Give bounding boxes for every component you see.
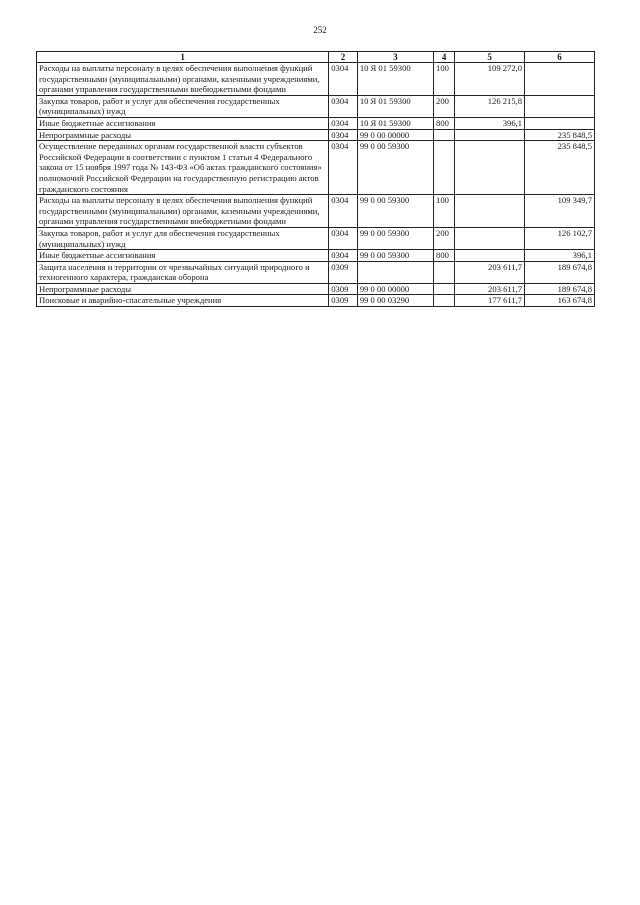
row-target-cell: 99 0 00 00000 [357,129,433,141]
row-sum2-cell: 189 674,8 [525,261,595,283]
table-row [37,227,595,249]
row-section-cell: 0304 [329,117,358,129]
row-name-cell: Непрограммные расходы [37,283,329,295]
row-sum1-cell: 109 272,0 [455,63,525,96]
row-type-cell [434,141,455,195]
row-sum2-cell: 235 848,5 [525,141,595,195]
row-sum2-cell: 126 102,7 [525,227,595,249]
row-sum2-cell: 109 349,7 [525,195,595,228]
table-row [37,295,595,307]
row-target-cell: 10 Я 01 59300 [357,117,433,129]
row-section-cell: 0304 [329,227,358,249]
row-type-cell: 800 [434,250,455,262]
row-sum1-cell: 203 611,7 [455,261,525,283]
table-row [37,283,595,295]
table-row [37,141,595,195]
row-target-cell: 99 0 00 59300 [357,141,433,195]
row-target-cell: 99 0 00 59300 [357,195,433,228]
row-sum2-cell: 163 674,8 [525,295,595,307]
row-type-cell: 100 [434,63,455,96]
table-row [37,195,595,228]
table-row [37,63,595,96]
row-sum2-cell [525,117,595,129]
row-sum2-cell: 396,1 [525,250,595,262]
row-type-cell: 800 [434,117,455,129]
row-target-cell: 99 0 00 03290 [357,295,433,307]
row-sum1-cell: 396,1 [455,117,525,129]
row-type-cell: 200 [434,95,455,117]
row-target-cell: 99 0 00 59300 [357,250,433,262]
row-name-cell: Иные бюджетные ассигнования [37,250,329,262]
row-section-cell: 0304 [329,63,358,96]
row-target-cell: 99 0 00 00000 [357,283,433,295]
row-type-cell: 100 [434,195,455,228]
row-section-cell: 0309 [329,295,358,307]
row-section-cell: 0304 [329,141,358,195]
page-number: 252 [313,25,327,35]
row-name-cell: Защита населения и территории от чрезвычайных ситуаций природного и техногенного характера, гражданская оборона [37,261,329,283]
row-sum1-cell: 203 611,7 [455,283,525,295]
row-name-cell: Непрограммные расходы [37,129,329,141]
row-section-cell: 0309 [329,283,358,295]
row-section-cell: 0304 [329,195,358,228]
budget-table [36,51,595,307]
header-cell: 6 [525,52,595,63]
header-cell: 1 [37,52,329,63]
row-section-cell: 0304 [329,129,358,141]
row-target-cell: 10 Я 01 59300 [357,63,433,96]
row-name-cell: Поисковые и аварийно-спасательные учреждения [37,295,329,307]
row-target-cell: 99 0 00 59300 [357,227,433,249]
row-type-cell: 200 [434,227,455,249]
row-sum2-cell: 235 848,5 [525,129,595,141]
row-type-cell [434,129,455,141]
row-type-cell [434,295,455,307]
row-name-cell: Расходы на выплаты персоналу в целях обеспечения выполнения функций государственными (муниципальными) органами, казенными учреждениями, органами управления государственными внебюджетными фондами [37,63,329,96]
table-row [37,261,595,283]
row-section-cell: 0309 [329,261,358,283]
table-row [37,129,595,141]
row-type-cell [434,283,455,295]
table-header-row [37,52,595,63]
row-sum1-cell [455,250,525,262]
row-sum1-cell [455,141,525,195]
header-cell: 4 [434,52,455,63]
row-sum1-cell [455,195,525,228]
header-cell: 3 [357,52,433,63]
table-row [37,250,595,262]
row-name-cell: Иные бюджетные ассигнования [37,117,329,129]
row-sum2-cell [525,95,595,117]
header-cell: 5 [455,52,525,63]
row-sum1-cell: 177 611,7 [455,295,525,307]
row-type-cell [434,261,455,283]
row-section-cell: 0304 [329,250,358,262]
row-target-cell [357,261,433,283]
header-cell: 2 [329,52,358,63]
row-sum2-cell [525,63,595,96]
row-name-cell: Закупка товаров, работ и услуг для обеспечения государственных (муниципальных) нужд [37,227,329,249]
row-section-cell: 0304 [329,95,358,117]
row-name-cell: Осуществление переданных органам государственной власти субъектов Российской Федерации в соответствии с пунктом 1 статьи 4 Федерального закона от 15 ноября 1997 года № 143-ФЗ «Об актах гражданского состояния» полномочий Российской Федерации на государственную регистрацию актов гражданского состояния [37,141,329,195]
table-row [37,117,595,129]
row-target-cell: 10 Я 01 59300 [357,95,433,117]
row-sum2-cell: 189 674,8 [525,283,595,295]
row-sum1-cell [455,129,525,141]
table-row [37,95,595,117]
row-sum1-cell [455,227,525,249]
row-sum1-cell: 126 215,8 [455,95,525,117]
row-name-cell: Расходы на выплаты персоналу в целях обеспечения выполнения функций государственными (муниципальными) органами, казенными учреждениями, органами управления государственными внебюджетными фондами [37,195,329,228]
row-name-cell: Закупка товаров, работ и услуг для обеспечения государственных (муниципальных) нужд [37,95,329,117]
